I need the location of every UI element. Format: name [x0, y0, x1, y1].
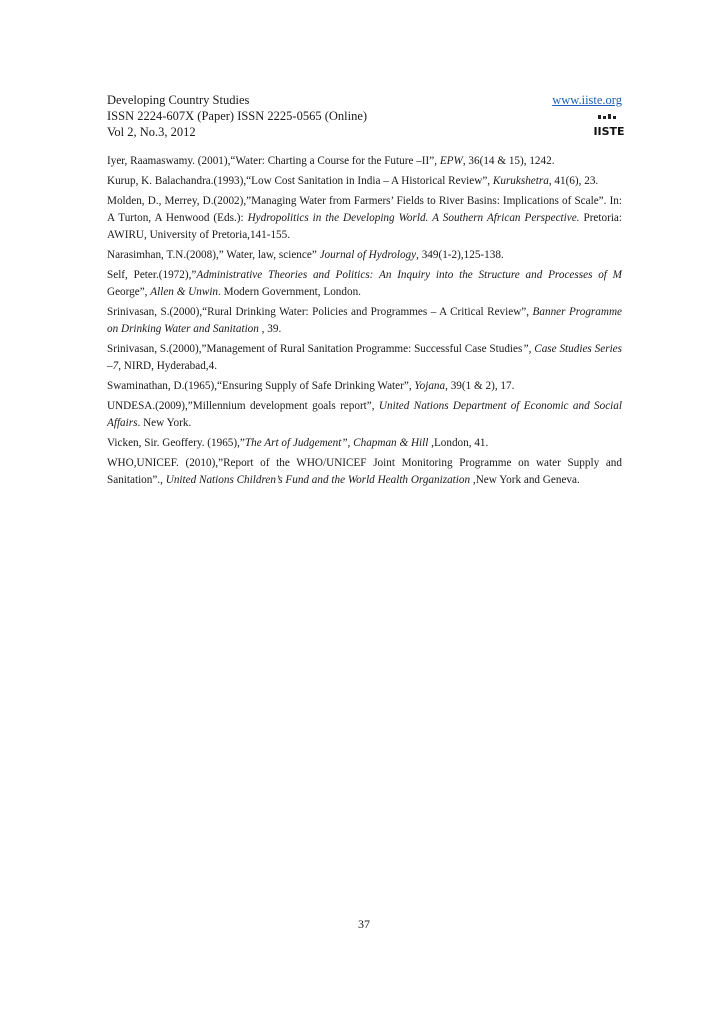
reference-italic-text: United Nations Children’s Fund and the World Health Organization [165, 474, 471, 486]
reference-italic-text: The Art of Judgement”, Chapman & Hill [244, 437, 429, 449]
reference-text: . Modern Government, London. [218, 286, 361, 298]
reference-text: , 36(14 & 15), 1242. [462, 155, 555, 167]
reference-text: Iyer, Raamaswamy. (2001),“Water: Charting a Course for the Future –II”, [107, 155, 440, 167]
iiste-logo-icon [593, 114, 625, 138]
logo-text: IISTE [593, 125, 625, 138]
reference-italic-text: Kurukshetra [492, 175, 549, 187]
reference-text: Vicken, Sir. Geoffery. (1965),” [107, 437, 245, 449]
reference-italic-text: Allen & Unwin [150, 286, 219, 298]
reference-text: Self, Peter.(1972),” [107, 269, 197, 281]
issn-line: ISSN 2224-607X (Paper) ISSN 2225-0565 (Online) [107, 109, 368, 123]
reference-italic-text: Administrative Theories and Politics: An Inquiry into the Structure and Processes of M [196, 269, 623, 281]
page-number: 37 [358, 917, 370, 931]
page-header [107, 92, 625, 140]
reference-text: Swaminathan, D.(1965),“Ensuring Supply of Safe Drinking Water”, [107, 380, 415, 392]
journal-title: Developing Country Studies [107, 93, 250, 107]
reference-text: George”, [107, 286, 151, 298]
reference-text: Kurup, K. Balachandra.(1993),“Low Cost Sanitation in India – A Historical Review”, [107, 175, 493, 187]
reference-text: Pretoria: AWIRU, University of Pretoria,141-155. [107, 212, 623, 241]
reference-entry [107, 247, 622, 264]
reference-text: ,New York and Geneva. [470, 474, 580, 486]
volume-line: Vol 2, No.3, 2012 [107, 125, 196, 139]
reference-text: Srinivasan, S.(2000),”Management of Rural Sanitation Programme: Successful Case Studies [107, 343, 523, 355]
reference-entry [107, 398, 622, 432]
reference-entry [107, 267, 622, 301]
reference-entry [107, 153, 622, 170]
reference-entry [107, 173, 622, 190]
reference-text: , NIRD, Hyderabad,4. [118, 360, 217, 372]
reference-entry [107, 193, 622, 244]
reference-text: Molden, D., Merrey, D.(2002),”Managing Water from Farmers’ Fields to River Basins: Implications of Scale”. In: A Turton, A Henwood (Eds.): [107, 195, 622, 224]
reference-italic-text: United Nations Department of Economic and Social Affairs [107, 400, 622, 429]
website-link[interactable]: www.iiste.org [552, 93, 622, 107]
reference-italic-text: Yojana [414, 380, 446, 392]
reference-text: ,London, 41. [428, 437, 489, 449]
reference-entry [107, 378, 622, 395]
reference-italic-text: ”, Case Studies Series –7 [107, 343, 622, 372]
reference-italic-text: Banner Programme on Drinking Water and Sanitation [107, 306, 622, 335]
reference-text: , 41(6), 23. [548, 175, 599, 187]
reference-entry [107, 341, 622, 375]
reference-text: Srinivasan, S.(2000),“Rural Drinking Water: Policies and Programmes – A Critical Review”, [107, 306, 533, 318]
reference-italic-text: Journal of Hydrology [319, 249, 417, 261]
reference-text: , 39(1 & 2), 17. [445, 380, 515, 392]
reference-entry [107, 304, 622, 338]
reference-italic-text: Hydropolitics in the Developing World. A Southern African Perspective. [247, 212, 580, 224]
reference-list [107, 153, 622, 492]
reference-text: , 39. [258, 323, 282, 335]
reference-text: WHO,UNICEF. (2010),”Report of the WHO/UNICEF Joint Monitoring Programme on water Supply and Sanitation”., [107, 457, 622, 486]
reference-text: Narasimhan, T.N.(2008),” Water, law, science” [107, 249, 320, 261]
reference-italic-text: EPW [439, 155, 463, 167]
reference-text: . New York. [137, 417, 192, 429]
reference-text: UNDESA.(2009),”Millennium development goals report”, [107, 400, 379, 412]
reference-entry [107, 455, 622, 489]
reference-text: , 349(1-2),125-138. [416, 249, 504, 261]
reference-entry [107, 435, 622, 452]
